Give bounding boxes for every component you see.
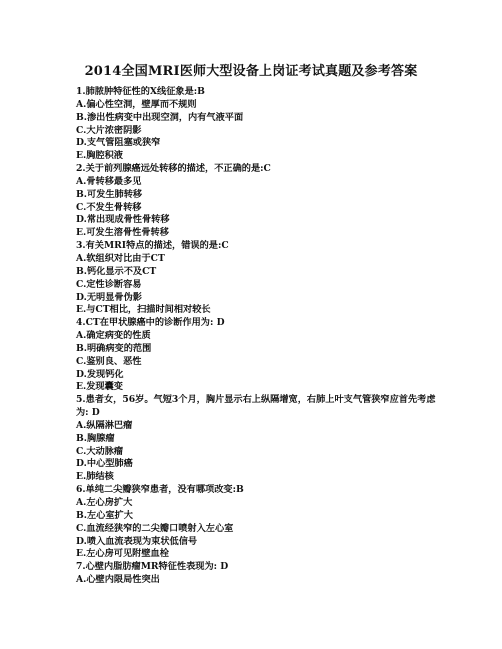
answer-option: A.心壁内限局性突出 (76, 574, 160, 586)
question-stem: 2.关于前列腺癌远处转移的描述，不正确的是:C (76, 163, 271, 175)
answer-option: B.胸腺瘤 (76, 432, 115, 444)
answer-option: E.可发生溶骨性骨转移 (76, 227, 169, 239)
answer-option: B.钙化显示不及CT (76, 265, 157, 277)
answer-option: A.左心房扩大 (76, 497, 133, 508)
answer-option: B.渗出性病变中出现空洞，内有气液平面 (76, 111, 244, 123)
answer-option: E.与CT相比，扫描时间相对较长 (76, 304, 211, 316)
question-stem: 7.心壁内脂肪瘤MR特征性表现为: D (76, 561, 229, 573)
question-block (76, 317, 436, 394)
question-stem: 3.有关MRI特点的描述，错误的是:C (76, 240, 229, 252)
question-block (76, 240, 436, 317)
answer-option: D.无明显骨伪影 (76, 291, 142, 303)
answer-option: A.纵隔淋巴瘤 (76, 419, 133, 431)
answer-option: B.左心室扩大 (76, 509, 133, 521)
answer-option: C.大片浓密阴影 (76, 124, 142, 136)
question-block (76, 561, 436, 587)
question-stem: 4.CT在甲状腺癌中的诊断作用为: D (76, 317, 225, 329)
question-stem: 5.患者女，56岁。气短3个月，胸片显示右上纵隔增宽，右肺上叶支气管狭窄应首先考虑为: D (76, 394, 436, 419)
answer-option: E.发现囊变 (76, 381, 123, 393)
question-list (76, 86, 436, 587)
answer-option: C.大动脉瘤 (76, 445, 124, 457)
question-stem: 6.单纯二尖瓣狭窄患者，没有哪项改变:B (76, 484, 244, 496)
answer-option: C.定性诊断容易 (76, 278, 142, 290)
answer-option: A.偏心性空洞，壁厚而不规则 (76, 98, 197, 110)
answer-option: E.肺结核 (76, 471, 114, 483)
answer-option: E.左心房可见附壁血栓 (76, 548, 169, 560)
answer-option: B.可发生肺转移 (76, 188, 143, 200)
answer-option: C.不发生骨转移 (76, 201, 142, 213)
answer-option: D.发现钙化 (76, 368, 124, 380)
question-block (76, 163, 436, 240)
answer-option: B.明确病变的范围 (76, 342, 152, 354)
answer-option: A.确定病变的性质 (76, 330, 151, 342)
answer-option: E.胸腔积液 (76, 150, 123, 162)
answer-option: A.软组织对比由于CT (76, 252, 165, 264)
answer-option: C.血流经狭窄的二尖瓣口喷射入左心室 (76, 522, 234, 534)
answer-option: A.骨转移最多见 (76, 175, 142, 187)
answer-option: D.常出现成骨性骨转移 (76, 214, 170, 226)
question-block (76, 86, 436, 163)
answer-option: D.喷入血流表现为束状低信号 (76, 535, 198, 547)
question-block (76, 484, 436, 561)
answer-option: D.支气管阻塞或狭窄 (76, 137, 161, 149)
answer-option: C.鉴别良、恶性 (76, 355, 142, 367)
document-title: 2014全国MRI医师大型设备上岗证考试真题及参考答案 (84, 64, 418, 79)
question-block (76, 394, 436, 484)
question-stem: 1.肺脓肿特征性的X线征象是:B (76, 86, 205, 97)
answer-option: D.中心型肺癌 (76, 458, 133, 470)
